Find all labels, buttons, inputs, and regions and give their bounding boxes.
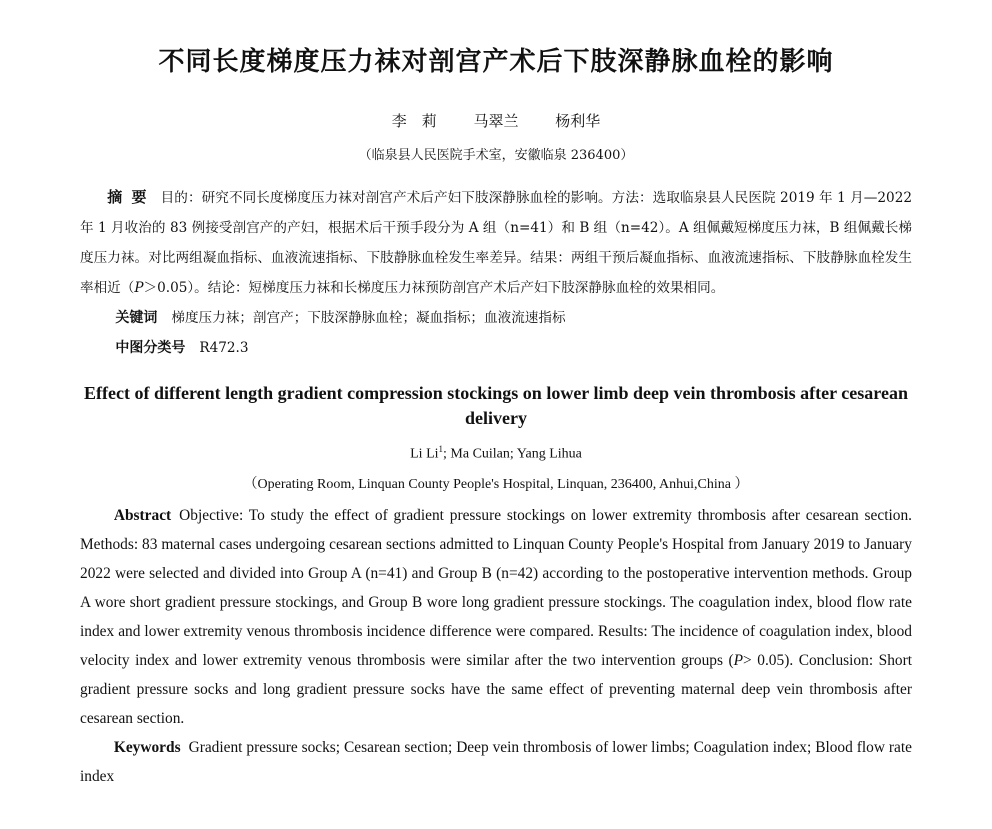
chinese-keywords-text: 梯度压力袜；剖宫产；下肢深静脉血栓；凝血指标；血液流速指标 xyxy=(171,310,566,326)
english-abstract-text-end: > 0.05). Conclusion: Short gradient pressure socks and long gradient pressure socks have the same effect of preventing maternal deep vein thrombosis after cesarean section. xyxy=(80,651,912,727)
author-name: 杨利华 xyxy=(555,112,601,130)
english-author-first: Li Li xyxy=(410,446,439,462)
chinese-clc xyxy=(80,333,912,363)
chinese-keywords-label: 关键词 xyxy=(115,310,158,326)
english-keywords xyxy=(80,733,912,791)
english-author-rest: ; Ma Cuilan; Yang Lihua xyxy=(443,446,582,462)
chinese-abstract xyxy=(80,182,912,303)
english-keywords-text: Gradient pressure socks; Cesarean section; Deep vein thrombosis of lower limbs; Coagulation index; Blood flow rate index xyxy=(80,738,912,785)
english-title: Effect of different length gradient compression stockings on lower limb deep vein thrombosis after cesarean delivery xyxy=(84,383,908,428)
chinese-clc-code: R472.3 xyxy=(199,340,249,356)
chinese-abstract-text-end: ＞0.05）。结论：短梯度压力袜和长梯度压力袜预防剖宫产术后产妇下肢深静脉血栓的效果相同。 xyxy=(143,280,725,296)
author-name: 马翠兰 xyxy=(473,112,519,130)
chinese-authors xyxy=(80,110,912,132)
english-abstract-text: Objective: To study the effect of gradient pressure stockings on lower extremity thrombosis after cesarean section. Methods: 83 maternal cases undergoing cesarean sections admitted to Linquan County People's Hospital from January 2019 to January 2022 were selected and divided into Group A (n=41) and Group B (n=42) according to the postoperative intervention methods. Group A wore short gradient pressure stockings, and Group B wore long gradient pressure stockings. The coagulation index, blood flow rate index and lower extremity venous thrombosis incidence difference were compared. Results: The incidence of coagulation index, blood velocity index and lower extremity venous thrombosis were similar after the two intervention groups ( xyxy=(80,506,912,669)
chinese-abstract-label: 摘 要 xyxy=(107,188,149,206)
author-name: 李 莉 xyxy=(391,112,437,130)
chinese-title: 不同长度梯度压力袜对剖宫产术后下肢深静脉血栓的影响 xyxy=(158,47,834,77)
chinese-abstract-text: 目的：研究不同长度梯度压力袜对剖宫产术后产妇下肢深静脉血栓的影响。方法：选取临泉县人民医院 2019 年 1 月—2022 年 1 月收治的 83 例接受剖宫产的产妇，根据术后干预手段分为 A 组（n=41）和 B 组（n=42）。A 组佩戴短梯度压力袜，B 组佩戴长梯度压力袜。对比两组凝血指标、血液流速指标、下肢静脉血栓发生率差异。结果：两组干预后凝血指标、血液流速指标、下肢静脉血栓发生率相近（ xyxy=(80,190,912,296)
english-authors xyxy=(80,439,912,465)
english-abstract xyxy=(80,501,912,733)
chinese-clc-label: 中图分类号 xyxy=(115,340,186,356)
chinese-affiliation: （临泉县人民医院手术室，安徽临泉 236400） xyxy=(358,148,634,163)
english-keywords-label: Keywords xyxy=(113,738,181,756)
p-value-symbol: P xyxy=(733,651,744,669)
english-abstract-label: Abstract xyxy=(113,506,172,524)
english-affiliation: （Operating Room, Linquan County People's Hospital, Linquan, 236400, Anhui,China ） xyxy=(243,476,749,492)
author-superscript: 1 xyxy=(438,444,444,454)
chinese-keywords xyxy=(80,303,912,333)
p-value-symbol: P xyxy=(134,280,144,296)
